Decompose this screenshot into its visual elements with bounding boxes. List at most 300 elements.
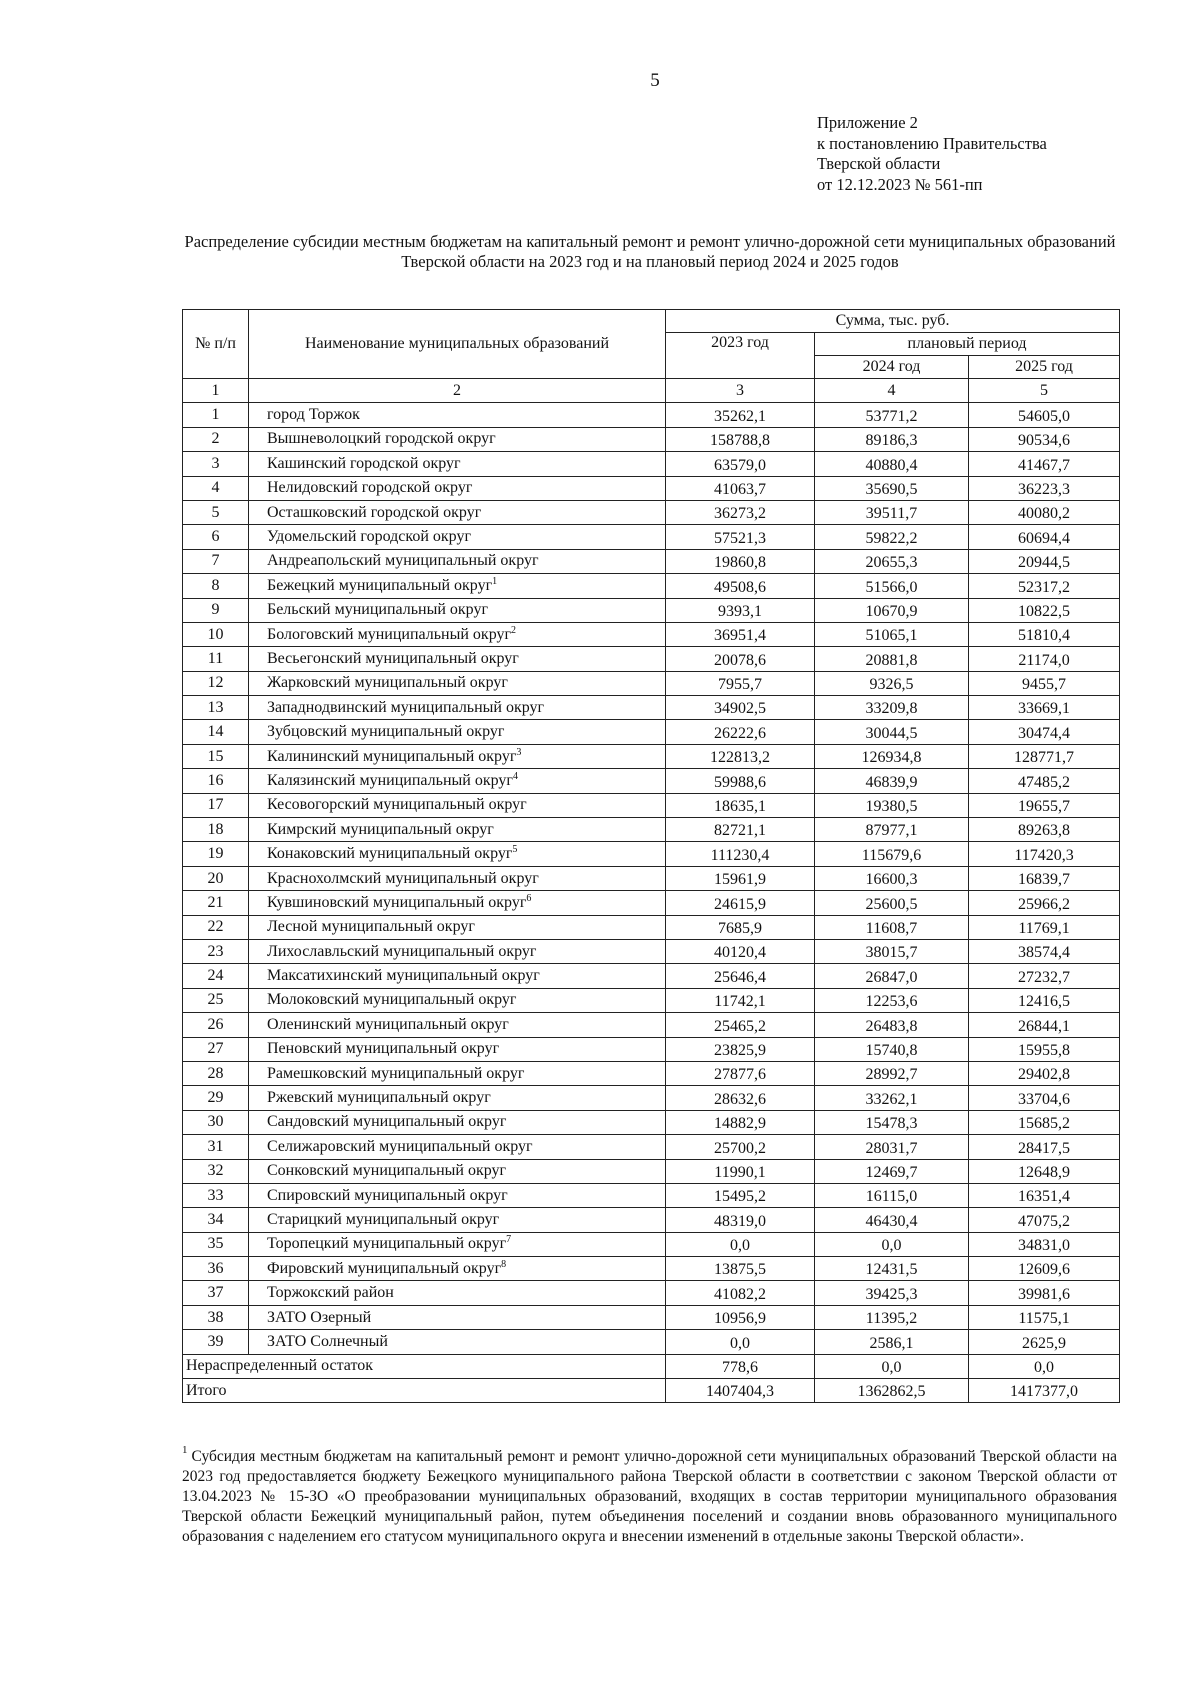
row-name [249, 1232, 666, 1256]
row-number: 10 [183, 622, 249, 646]
value-2024: 25600,5 [815, 891, 969, 915]
table-row [183, 939, 1120, 963]
value-2024: 39511,7 [815, 500, 969, 524]
footnote-ref: 5 [512, 844, 518, 856]
row-number: 33 [183, 1183, 249, 1207]
value-2025: 19655,7 [969, 793, 1120, 817]
header-2025: 2025 год [969, 356, 1120, 379]
value-2023: 15961,9 [666, 866, 815, 890]
row-name [249, 1061, 666, 1085]
value-2023: 25646,4 [666, 964, 815, 988]
title-line: Тверской области на 2023 год и на плановый период 2024 и 2025 годов [401, 252, 899, 271]
value-2025: 30474,4 [969, 720, 1120, 744]
row-name [249, 403, 666, 427]
municipality-name: Рамешковский муниципальный округ [267, 1064, 525, 1082]
value-2024: 30044,5 [815, 720, 969, 744]
value-2023: 49508,6 [666, 574, 815, 598]
row-number: 31 [183, 1135, 249, 1159]
table-row [183, 427, 1120, 451]
row-name [249, 1159, 666, 1183]
row-name [249, 525, 666, 549]
table-row [183, 1110, 1120, 1134]
municipality-name: Калязинский муниципальный округ [267, 771, 513, 789]
value-2023: 19860,8 [666, 549, 815, 573]
table-row [183, 671, 1120, 695]
municipality-name: Сандовский муниципальный округ [267, 1113, 507, 1131]
value-2024: 26847,0 [815, 964, 969, 988]
municipality-name: Бежецкий муниципальный округ [267, 576, 493, 594]
value-2024: 38015,7 [815, 939, 969, 963]
value-2025: 51810,4 [969, 622, 1120, 646]
row-name [249, 915, 666, 939]
table-row [183, 647, 1120, 671]
row-number: 1 [183, 403, 249, 427]
municipality-name: Спировский муниципальный округ [267, 1186, 508, 1204]
row-name [249, 1086, 666, 1110]
row-name [249, 647, 666, 671]
municipality-name: Краснохолмский муниципальный округ [267, 869, 539, 887]
footnote [182, 1444, 1117, 1547]
total-label: Итого [183, 1379, 666, 1403]
municipality-name: Осташковский городской округ [267, 503, 482, 521]
value-2023: 11990,1 [666, 1159, 815, 1183]
col-index: 1 [183, 379, 249, 403]
row-number: 37 [183, 1281, 249, 1305]
municipality-name: Калининский муниципальный округ [267, 747, 517, 765]
row-number: 17 [183, 793, 249, 817]
row-name [249, 818, 666, 842]
table-row [183, 793, 1120, 817]
table-row [183, 622, 1120, 646]
value-2023: 10956,9 [666, 1305, 815, 1329]
header-2024: 2024 год [815, 356, 969, 379]
footnote-ref: 7 [506, 1234, 512, 1246]
table-row [183, 1330, 1120, 1354]
value-2023: 28632,6 [666, 1086, 815, 1110]
value-2025: 34831,0 [969, 1232, 1120, 1256]
municipality-name: Селижаровский муниципальный округ [267, 1137, 533, 1155]
value-2025: 39981,6 [969, 1281, 1120, 1305]
value-2025: 28417,5 [969, 1135, 1120, 1159]
table-row [183, 476, 1120, 500]
municipality-name: Лесной муниципальный округ [267, 918, 475, 936]
title-line: Распределение субсидии местным бюджетам на капитальный ремонт и ремонт улично-дорожной сети муниципальных образований [184, 232, 1116, 251]
table-row [183, 500, 1120, 524]
value-2025: 89263,8 [969, 818, 1120, 842]
total-row [183, 1379, 1120, 1403]
municipality-name: Кимрский муниципальный округ [267, 820, 494, 838]
value-2025: 52317,2 [969, 574, 1120, 598]
row-number: 39 [183, 1330, 249, 1354]
appendix-line: к постановлению Правительства [817, 133, 1047, 153]
subsidy-table [182, 309, 1120, 1403]
value-2025: 47485,2 [969, 769, 1120, 793]
value-2023: 111230,4 [666, 842, 815, 866]
row-name [249, 1305, 666, 1329]
value-2024: 39425,3 [815, 1281, 969, 1305]
table-row [183, 549, 1120, 573]
appendix-line: Тверской области [817, 154, 941, 173]
row-name [249, 1013, 666, 1037]
table-row [183, 720, 1120, 744]
value-2025: 15685,2 [969, 1110, 1120, 1134]
value-2025: 40080,2 [969, 500, 1120, 524]
municipality-name: Сонковский муниципальный округ [267, 1162, 507, 1180]
row-number: 15 [183, 744, 249, 768]
value-2025: 9455,7 [969, 671, 1120, 695]
value-2025: 36223,3 [969, 476, 1120, 500]
value-2024: 16600,3 [815, 866, 969, 890]
header-2023: 2023 год [666, 333, 815, 379]
table-row [183, 1037, 1120, 1061]
value-2024: 16115,0 [815, 1183, 969, 1207]
value-2024: 53771,2 [815, 403, 969, 427]
value-2023: 23825,9 [666, 1037, 815, 1061]
row-number: 7 [183, 549, 249, 573]
value-2023: 122813,2 [666, 744, 815, 768]
row-number: 20 [183, 866, 249, 890]
value-2023: 11742,1 [666, 988, 815, 1012]
row-name [249, 793, 666, 817]
row-number: 28 [183, 1061, 249, 1085]
municipality-name: ЗАТО Озерный [267, 1308, 372, 1326]
value-2024: 33209,8 [815, 696, 969, 720]
row-number: 13 [183, 696, 249, 720]
value-2024: 46839,9 [815, 769, 969, 793]
document-title [180, 232, 1120, 272]
value-2025: 16839,7 [969, 866, 1120, 890]
appendix-line: Приложение 2 [817, 113, 918, 132]
value-2024: 115679,6 [815, 842, 969, 866]
table-row [183, 1135, 1120, 1159]
header-sum: Сумма, тыс. руб. [666, 310, 1120, 333]
value-2023: 25465,2 [666, 1013, 815, 1037]
row-number: 19 [183, 842, 249, 866]
row-name [249, 744, 666, 768]
value-2023: 0,0 [666, 1330, 815, 1354]
row-name [249, 1037, 666, 1061]
row-number: 23 [183, 939, 249, 963]
row-name [249, 696, 666, 720]
row-name [249, 1281, 666, 1305]
value-2025: 12609,6 [969, 1257, 1120, 1281]
appendix-header [817, 113, 1047, 195]
value-2024: 51566,0 [815, 574, 969, 598]
footnote-ref: 2 [511, 624, 517, 636]
unallocated-label: Нераспределенный остаток [183, 1354, 666, 1378]
value-2023: 0,0 [666, 1232, 815, 1256]
municipality-name: Западнодвинский муниципальный округ [267, 698, 545, 716]
table-row [183, 1257, 1120, 1281]
row-number: 6 [183, 525, 249, 549]
value-2024: 0,0 [815, 1232, 969, 1256]
table-row [183, 1281, 1120, 1305]
municipality-name: Бельский муниципальный округ [267, 601, 489, 619]
page-number: 5 [650, 70, 660, 91]
row-name [249, 988, 666, 1012]
municipality-name: Торжокский район [267, 1284, 394, 1302]
value-2025: 26844,1 [969, 1013, 1120, 1037]
value-2023: 18635,1 [666, 793, 815, 817]
row-name [249, 671, 666, 695]
total-2024: 1362862,5 [815, 1379, 969, 1403]
municipality-name: Фировский муниципальный округ [267, 1259, 502, 1277]
value-2023: 7685,9 [666, 915, 815, 939]
value-2023: 25700,2 [666, 1135, 815, 1159]
row-name [249, 866, 666, 890]
value-2025: 10822,5 [969, 598, 1120, 622]
row-number: 4 [183, 476, 249, 500]
value-2025: 12648,9 [969, 1159, 1120, 1183]
table-row [183, 769, 1120, 793]
row-name [249, 598, 666, 622]
value-2024: 12253,6 [815, 988, 969, 1012]
value-2024: 2586,1 [815, 1330, 969, 1354]
row-name [249, 1330, 666, 1354]
municipality-name: Оленинский муниципальный округ [267, 1015, 509, 1033]
row-number: 22 [183, 915, 249, 939]
footnote-ref: 8 [501, 1258, 507, 1270]
value-2023: 14882,9 [666, 1110, 815, 1134]
municipality-name: Удомельский городской округ [267, 528, 472, 546]
row-name [249, 891, 666, 915]
table-row [183, 1305, 1120, 1329]
municipality-name: Максатихинский муниципальный округ [267, 967, 540, 985]
table-row [183, 964, 1120, 988]
value-2025: 27232,7 [969, 964, 1120, 988]
row-number: 14 [183, 720, 249, 744]
value-2024: 51065,1 [815, 622, 969, 646]
municipality-name: Нелидовский городской округ [267, 479, 473, 497]
municipality-name: Старицкий муниципальный округ [267, 1210, 500, 1228]
table-row [183, 1208, 1120, 1232]
row-number: 29 [183, 1086, 249, 1110]
municipality-name: Кувшиновский муниципальный округ [267, 893, 527, 911]
table-row [183, 1183, 1120, 1207]
unallocated-2025: 0,0 [969, 1354, 1120, 1378]
municipality-name: Молоковский муниципальный округ [267, 991, 517, 1009]
col-index: 4 [815, 379, 969, 403]
municipality-name: город Торжок [267, 406, 360, 424]
table-row [183, 866, 1120, 890]
table-row [183, 915, 1120, 939]
header-num: № п/п [183, 310, 249, 379]
value-2025: 54605,0 [969, 403, 1120, 427]
row-name [249, 1208, 666, 1232]
table-row [183, 452, 1120, 476]
value-2024: 20881,8 [815, 647, 969, 671]
value-2024: 15478,3 [815, 1110, 969, 1134]
value-2025: 128771,7 [969, 744, 1120, 768]
value-2024: 126934,8 [815, 744, 969, 768]
value-2025: 38574,4 [969, 939, 1120, 963]
table-row [183, 574, 1120, 598]
value-2024: 9326,5 [815, 671, 969, 695]
row-number: 35 [183, 1232, 249, 1256]
value-2023: 82721,1 [666, 818, 815, 842]
value-2024: 33262,1 [815, 1086, 969, 1110]
value-2025: 29402,8 [969, 1061, 1120, 1085]
value-2024: 87977,1 [815, 818, 969, 842]
table-row [183, 1086, 1120, 1110]
municipality-name: Ржевский муниципальный округ [267, 1089, 491, 1107]
table-body [183, 403, 1120, 1354]
value-2025: 33669,1 [969, 696, 1120, 720]
row-number: 30 [183, 1110, 249, 1134]
value-2024: 35690,5 [815, 476, 969, 500]
value-2024: 59822,2 [815, 525, 969, 549]
table-row [183, 1159, 1120, 1183]
table-row [183, 988, 1120, 1012]
municipality-name: Лихославльский муниципальный округ [267, 942, 537, 960]
row-number: 3 [183, 452, 249, 476]
value-2023: 40120,4 [666, 939, 815, 963]
value-2025: 11575,1 [969, 1305, 1120, 1329]
value-2023: 24615,9 [666, 891, 815, 915]
row-number: 16 [183, 769, 249, 793]
value-2023: 36951,4 [666, 622, 815, 646]
row-name [249, 500, 666, 524]
value-2023: 48319,0 [666, 1208, 815, 1232]
value-2023: 59988,6 [666, 769, 815, 793]
row-number: 27 [183, 1037, 249, 1061]
table-row [183, 891, 1120, 915]
value-2023: 26222,6 [666, 720, 815, 744]
value-2025: 12416,5 [969, 988, 1120, 1012]
value-2025: 15955,8 [969, 1037, 1120, 1061]
municipality-name: Пеновский муниципальный округ [267, 1040, 500, 1058]
table-row [183, 403, 1120, 427]
value-2025: 21174,0 [969, 647, 1120, 671]
value-2025: 41467,7 [969, 452, 1120, 476]
value-2024: 46430,4 [815, 1208, 969, 1232]
value-2023: 13875,5 [666, 1257, 815, 1281]
municipality-name: Зубцовский муниципальный округ [267, 723, 505, 741]
value-2023: 35262,1 [666, 403, 815, 427]
total-2025: 1417377,0 [969, 1379, 1120, 1403]
footnote-ref: 1 [492, 575, 498, 587]
row-number: 12 [183, 671, 249, 695]
municipality-name: Вышневолоцкий городской округ [267, 430, 496, 448]
municipality-name: Бологовский муниципальный округ [267, 625, 512, 643]
table-row [183, 525, 1120, 549]
value-2025: 2625,9 [969, 1330, 1120, 1354]
row-number: 8 [183, 574, 249, 598]
value-2023: 15495,2 [666, 1183, 815, 1207]
municipality-name: ЗАТО Солнечный [267, 1332, 388, 1350]
table-row [183, 1013, 1120, 1037]
value-2025: 20944,5 [969, 549, 1120, 573]
row-name [249, 1110, 666, 1134]
unallocated-2024: 0,0 [815, 1354, 969, 1378]
col-index: 3 [666, 379, 815, 403]
footnote-mark: 1 [182, 1444, 188, 1456]
value-2024: 12469,7 [815, 1159, 969, 1183]
header-planned: плановый период [815, 333, 1120, 356]
table-row [183, 818, 1120, 842]
table-row [183, 1232, 1120, 1256]
table-row [183, 842, 1120, 866]
municipality-name: Жарковский муниципальный округ [267, 674, 508, 692]
municipality-name: Весьегонский муниципальный округ [267, 649, 519, 667]
row-name [249, 549, 666, 573]
value-2023: 20078,6 [666, 647, 815, 671]
value-2025: 60694,4 [969, 525, 1120, 549]
value-2023: 41063,7 [666, 476, 815, 500]
value-2023: 36273,2 [666, 500, 815, 524]
row-name [249, 574, 666, 598]
value-2025: 47075,2 [969, 1208, 1120, 1232]
value-2023: 57521,3 [666, 525, 815, 549]
row-name [249, 427, 666, 451]
unallocated-2023: 778,6 [666, 1354, 815, 1378]
row-number: 24 [183, 964, 249, 988]
value-2024: 11608,7 [815, 915, 969, 939]
municipality-name: Кесовогорский муниципальный округ [267, 796, 527, 814]
value-2025: 90534,6 [969, 427, 1120, 451]
col-index: 2 [249, 379, 666, 403]
value-2024: 26483,8 [815, 1013, 969, 1037]
value-2024: 19380,5 [815, 793, 969, 817]
table-row [183, 598, 1120, 622]
row-number: 38 [183, 1305, 249, 1329]
footnote-ref: 6 [526, 892, 532, 904]
value-2025: 117420,3 [969, 842, 1120, 866]
table-row [183, 696, 1120, 720]
total-2023: 1407404,3 [666, 1379, 815, 1403]
value-2025: 25966,2 [969, 891, 1120, 915]
value-2023: 34902,5 [666, 696, 815, 720]
col-index: 5 [969, 379, 1120, 403]
value-2023: 158788,8 [666, 427, 815, 451]
unallocated-row [183, 1354, 1120, 1378]
row-number: 2 [183, 427, 249, 451]
footnote-ref: 3 [516, 746, 522, 758]
value-2024: 40880,4 [815, 452, 969, 476]
row-number: 11 [183, 647, 249, 671]
row-name [249, 1135, 666, 1159]
value-2024: 11395,2 [815, 1305, 969, 1329]
row-name [249, 1257, 666, 1281]
row-name [249, 720, 666, 744]
footnote-ref: 4 [512, 770, 518, 782]
row-name [249, 1183, 666, 1207]
appendix-line: от 12.12.2023 № 561-пп [817, 174, 983, 194]
row-number: 21 [183, 891, 249, 915]
municipality-name: Конаковский муниципальный округ [267, 845, 513, 863]
footnote-text: Субсидия местным бюджетам на капитальный ремонт и ремонт улично-дорожной сети муниципальных образований Тверской области на 2023 год предоставляется бюджету Бежецкого муниципального района Тверской области в соответствии с законом Тверской области от 13.04.2023 № 15-ЗО «О преобразовании муниципальных образований, входящих в состав территории муниципального образования Тверской области Бежецкий муниципальный район, путем объединения поселений и создании вновь образованного муниципального образования с наделением его статусом муниципального округа и внесении изменений в отдельные законы Тверской области». [182, 1448, 1117, 1545]
municipality-name: Андреапольский муниципальный округ [267, 552, 539, 570]
value-2023: 7955,7 [666, 671, 815, 695]
row-number: 25 [183, 988, 249, 1012]
value-2024: 15740,8 [815, 1037, 969, 1061]
row-name [249, 769, 666, 793]
row-number: 32 [183, 1159, 249, 1183]
row-number: 5 [183, 500, 249, 524]
row-name [249, 476, 666, 500]
row-name [249, 842, 666, 866]
value-2024: 10670,9 [815, 598, 969, 622]
table-row [183, 744, 1120, 768]
value-2023: 41082,2 [666, 1281, 815, 1305]
value-2024: 12431,5 [815, 1257, 969, 1281]
row-number: 18 [183, 818, 249, 842]
value-2024: 20655,3 [815, 549, 969, 573]
value-2024: 28992,7 [815, 1061, 969, 1085]
value-2025: 16351,4 [969, 1183, 1120, 1207]
row-number: 9 [183, 598, 249, 622]
value-2024: 28031,7 [815, 1135, 969, 1159]
